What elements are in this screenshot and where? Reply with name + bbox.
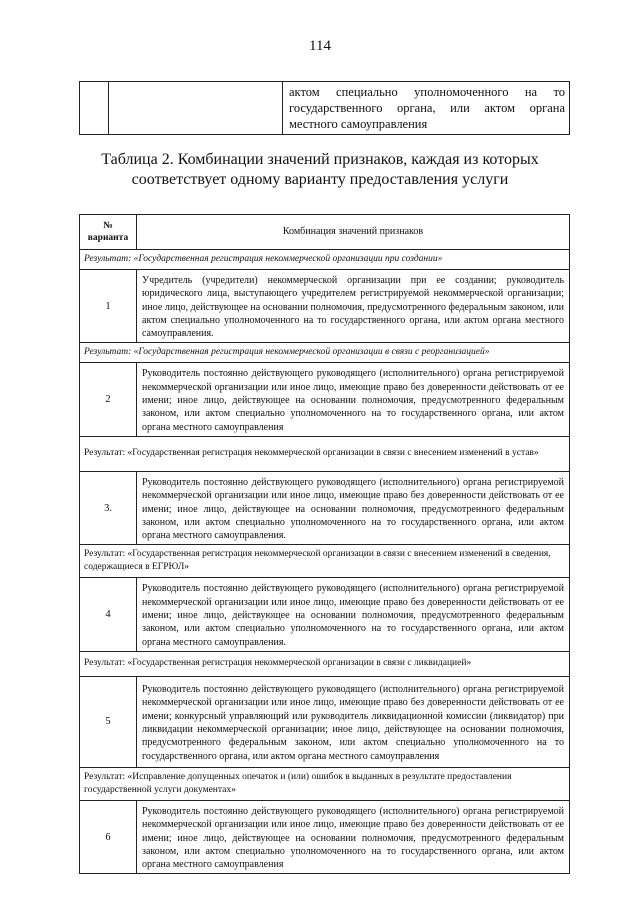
variant-description: Руководитель постоянно действующего руководящего (исполнительного) органа регистрируемой некоммерческой организации или иное лицо, имеющие право без доверенности действовать от ее имени; конкурсный управляющий или руководитель ликвидационной комиссии (ликвидатор) при ликвидации некоммерческой организации; иное лицо, действующее на основании полномочия, предусмотренного федеральным законом, или актом специально уполномоченного на то государственного органа, или актом органа местного самоуправления [137,676,570,767]
result-cell [80,767,570,800]
variant-number: 4 [80,578,137,651]
page-number: 114 [309,38,331,54]
result-cell [80,651,570,676]
result-text: Результат: «Исправление допущенных опечаток и (или) ошибок в выданных в результате предоставления государственной услуги документах» [84,771,512,795]
variant-description: Руководитель постоянно действующего руководящего (исполнительного) органа регистрируемой некоммерческой организации или иное лицо, имеющие право без доверенности действовать от ее имени; иное лицо, действующее на основании полномочия, предусмотренного федеральным законом, или актом специально уполномоченного на то государственного органа, или актом органа местного самоуправления. [137,471,570,544]
result-row-2 [80,343,570,363]
variant-number: 2 [80,363,137,436]
result-text: Результат: «Государственная регистрация некоммерческой организации в связи с внесением изменений в устав» [84,448,539,459]
result-text: Результат: «Государственная регистрация некоммерческой организации в связи с реорганизацией» [84,347,490,358]
empty-cell-middle [109,82,283,135]
continued-table-fragment [79,81,570,135]
combinations-table [79,214,570,874]
empty-cell-left [80,82,109,135]
result-row-1 [80,250,570,270]
variant-number: 1 [80,270,137,343]
result-cell [80,250,570,270]
variant-row-2 [80,363,570,436]
variant-description: Учредитель (учредители) некоммерческой организации при ее создании; руководитель юридического лица, выступающего учредителем регистрируемой некоммерческой организации; иное лицо, действующее на основании полномочия, предусмотренного федеральным законом, или актом специально уполномоченного на то государственного органа, или актом органа местного самоуправления. [137,270,570,343]
result-row-6 [80,767,570,800]
variant-row-6 [80,800,570,873]
variant-number: 5 [80,676,137,767]
variant-description: Руководитель постоянно действующего руководящего (исполнительного) органа регистрируемой некоммерческой организации или иное лицо, имеющие право без доверенности действовать от ее имени; иное лицо, действующее на основании полномочия, предусмотренного федеральным законом, или актом специально уполномоченного на то государственного органа, или актом органа местного самоуправления [137,800,570,873]
result-row-3 [80,436,570,471]
result-text: Результат: «Государственная регистрация некоммерческой организации в связи с ликвидацией» [84,658,472,669]
variant-row-3 [80,471,570,544]
result-text: Результат: «Государственная регистрация некоммерческой организации при создании» [84,254,443,264]
header-combination: Комбинация значений признаков [137,215,570,250]
variant-number: 6 [80,800,137,873]
variant-description: Руководитель постоянно действующего руководящего (исполнительного) органа регистрируемой некоммерческой организации или иное лицо, имеющие право без доверенности действовать от ее имени; иное лицо, действующее на основании полномочия, предусмотренного федеральным законом, или актом специально уполномоченного на то государственного органа, или актом органа местного самоуправления [137,363,570,436]
variant-row-5 [80,676,570,767]
result-cell [80,436,570,471]
variant-row-1 [80,270,570,343]
caption-line-2: соответствует одному варианту предоставления услуги [131,171,509,188]
variant-description: Руководитель постоянно действующего руководящего (исполнительного) органа регистрируемой некоммерческой организации или иное лицо, имеющие право без доверенности действовать от ее имени; иное лицо, действующее на основании полномочия, предусмотренного федеральным законом, или актом специально уполномоченного на то государственного органа, или актом органа местного самоуправления. [137,578,570,651]
result-cell [80,343,570,363]
continued-cell-text: актом специально уполномоченного на то государственного органа, или актом органа местного самоуправления [283,82,570,135]
result-row-5 [80,651,570,676]
variant-number: 3. [80,471,137,544]
result-row-4 [80,545,570,578]
table-header-row [80,215,570,250]
result-text: Результат: «Государственная регистрация некоммерческой организации в связи с внесением изменений в сведения, содержащиеся в ЕГРЮЛ» [84,549,551,573]
result-cell [80,545,570,578]
table-caption [0,150,640,190]
header-variant-number: № варианта [80,215,137,250]
caption-line-1: Таблица 2. Комбинации значений признаков, каждая из которых [101,151,539,168]
variant-row-4 [80,578,570,651]
